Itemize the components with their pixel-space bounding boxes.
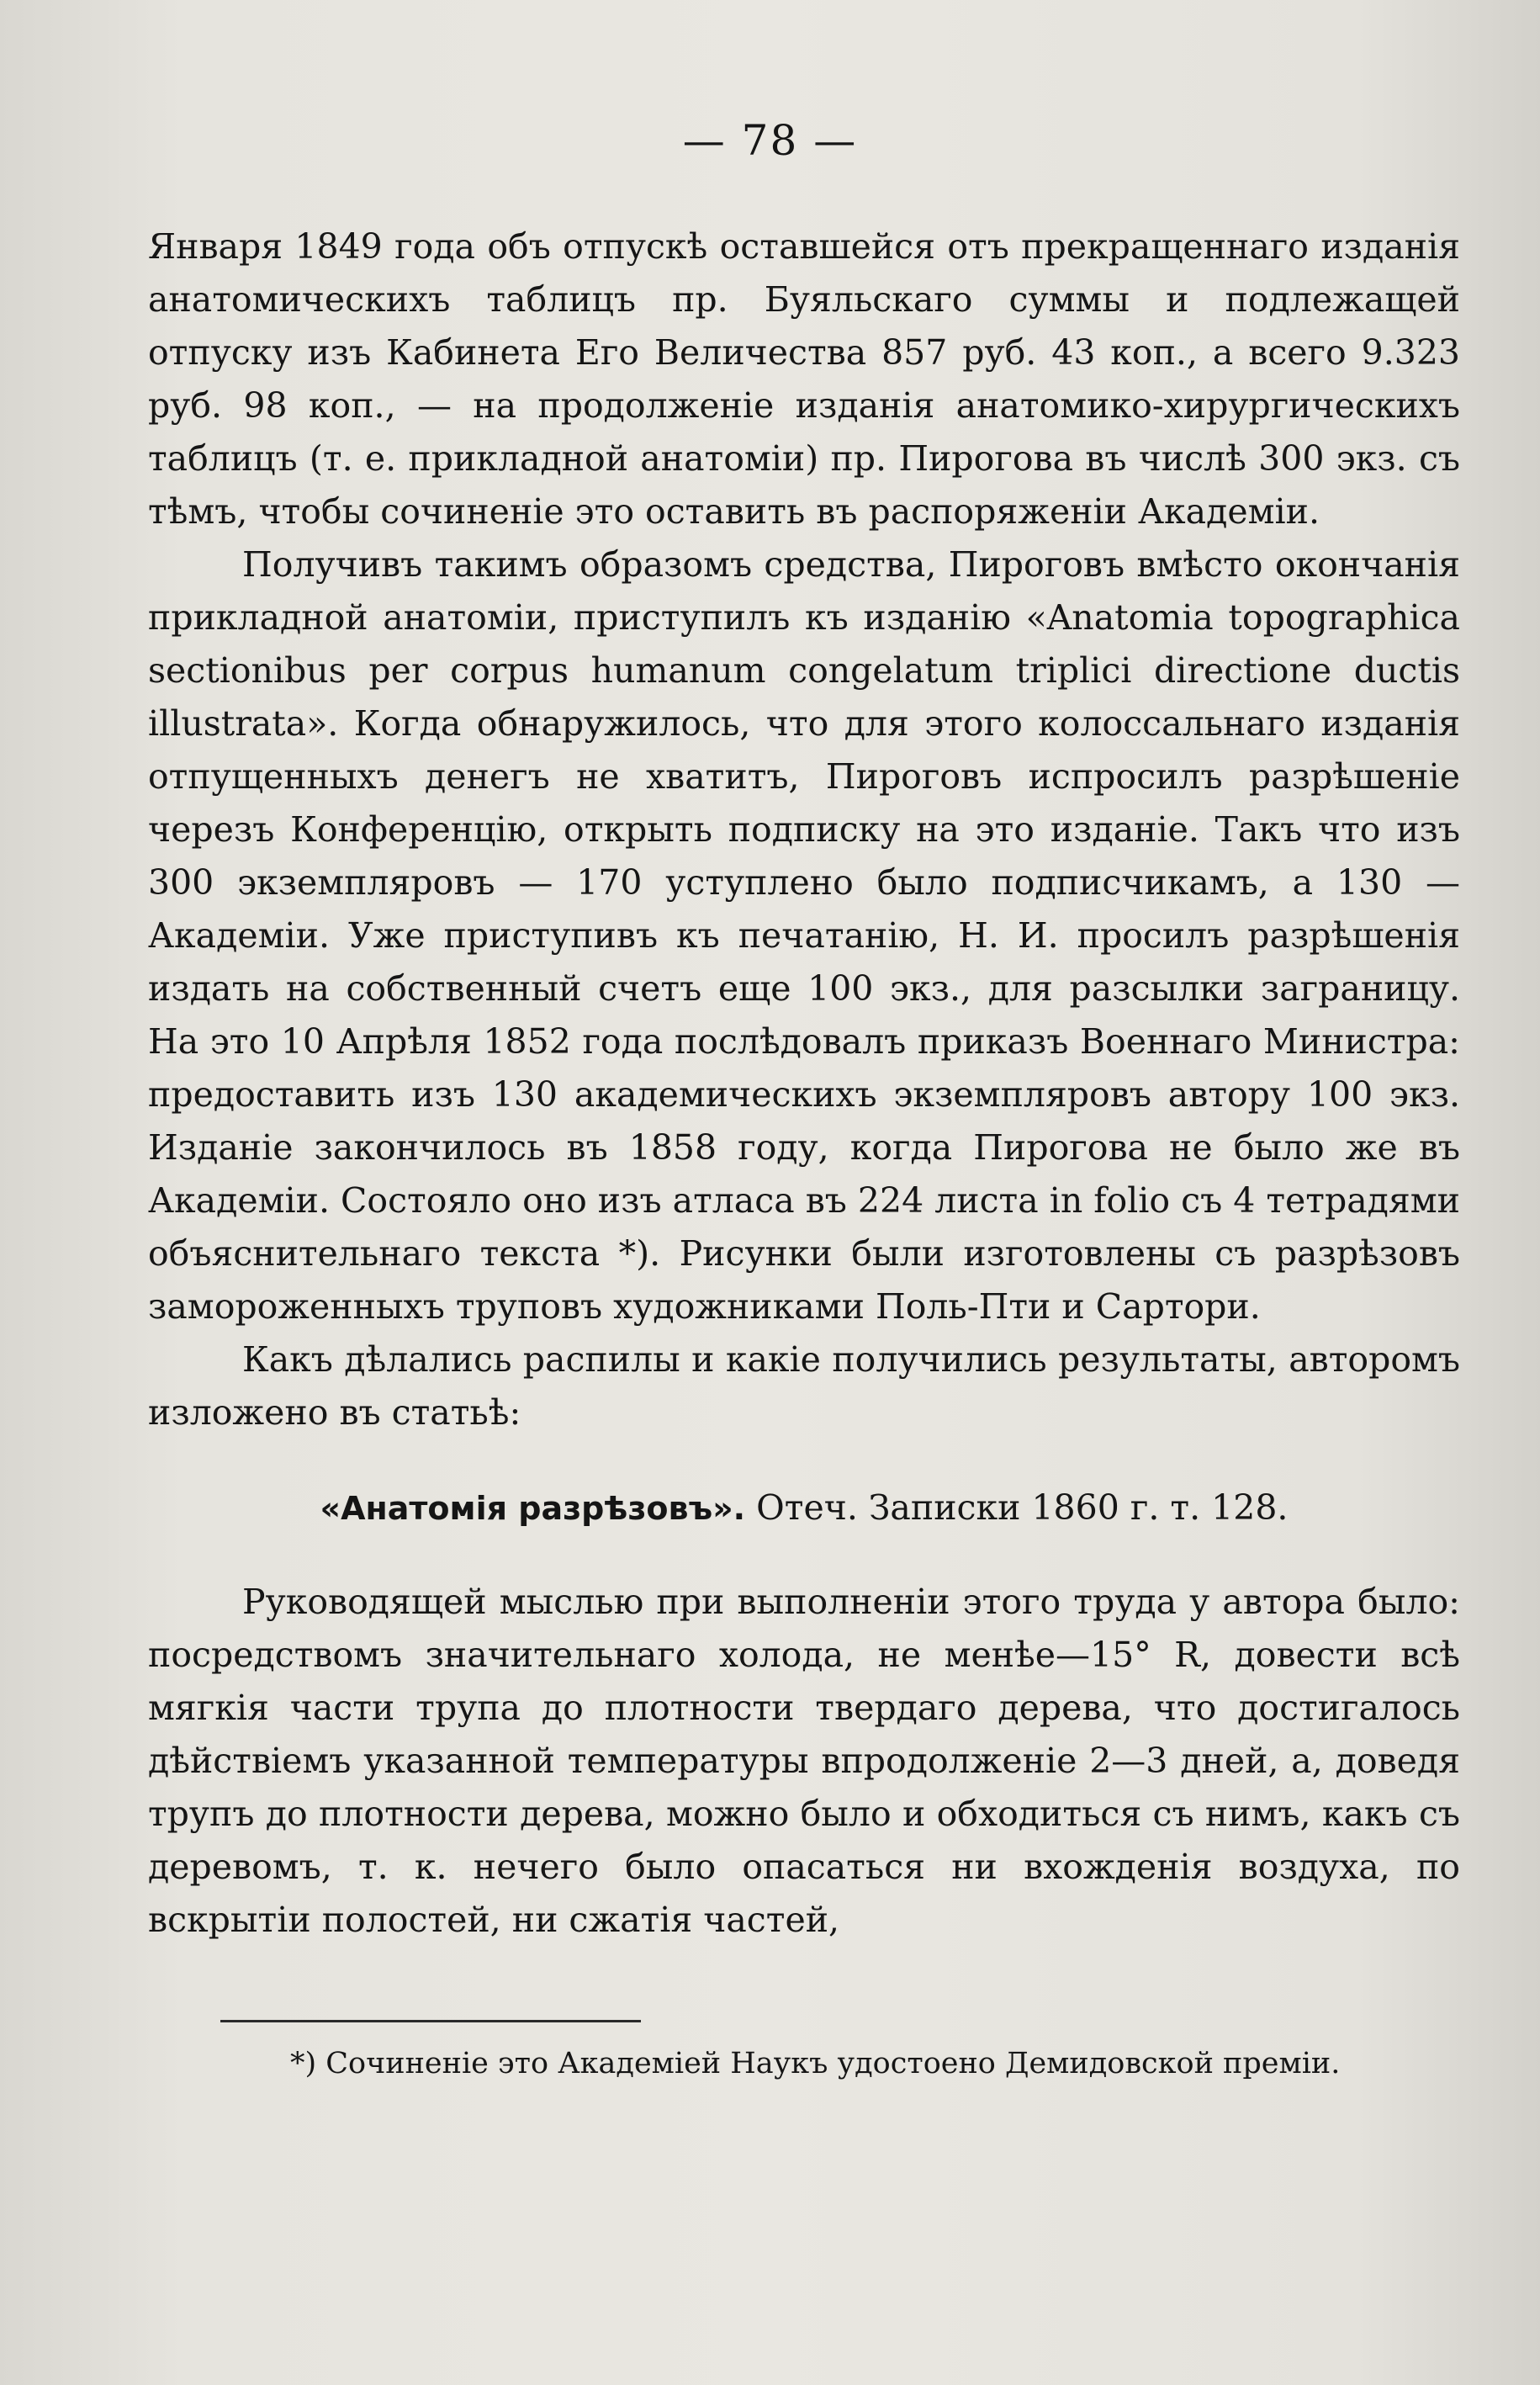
article-title: «Анатомія разрѣзовъ». (320, 1490, 746, 1527)
footnote-divider (220, 2020, 641, 2022)
paragraph-4: Руководящей мыслью при выполненіи этого труда у автора было: посредствомъ значительнаго холода, не менѣе—15° R, довести всѣ мягкія части трупа до плотности твердаго дерева, что достигалось дѣйствіемъ указанной температуры впродолженіе 2—3 дней, а, доведя трупъ до плотности дерева, можно было и обходиться съ нимъ, какъ съ деревомъ, т. к. нечего было опасаться ни вхожденія воздуха, по вскрытіи полостей, ни сжатія частей, (148, 1582, 1460, 1940)
article-source: Отеч. Записки 1860 г. т. 128. (756, 1487, 1289, 1528)
paragraph-1: Января 1849 года объ отпускѣ оставшейся отъ прекращеннаго изданія анатомическихъ таблицъ пр. Буяльскаго суммы и подлежащей отпуску изъ Кабинета Его Величества 857 руб. 43 коп., а всего 9.323 руб. 98 коп., — на продолженіе изданія анатомико-хирургическихъ таблицъ (т. е. прикладной анатоміи) пр. Пирогова въ числѣ 300 экз. съ тѣмъ, чтобы сочиненіе это оставить въ распоряженіи Академіи. (148, 226, 1460, 532)
paragraph-3: Какъ дѣлались распилы и какіе получились результаты, авторомъ изложено въ статьѣ: (148, 1339, 1460, 1433)
page-number: — 78 — (682, 116, 858, 165)
paragraph-2: Получивъ такимъ образомъ средства, Пироговъ вмѣсто окончанія прикладной анатоміи, приступилъ къ изданію «Anatomia topographica sectionibus per corpus humanum congelatum triplici directione ductis illustrata». Когда обнаружилось, что для этого колоссальнаго изданія отпущенныхъ денегъ не хватитъ, Пироговъ испросилъ разрѣшеніе черезъ Конференцію, открыть подписку на это изданіе. Такъ что изъ 300 экземпляровъ — 170 уступлено было подписчикамъ, а 130 — Академіи. Уже приступивъ къ печатанію, Н. И. просилъ разрѣшенія издать на собственный счетъ еще 100 экз., для разсылки заграницу. На это 10 Апрѣля 1852 года послѣдовалъ приказъ Военнаго Министра: предоставить изъ 130 академическихъ экземпляровъ автору 100 экз. Изданіе закончилось въ 1858 году, когда Пирогова не было же въ Академіи. Состояло оно изъ атласа въ 224 листа in folio съ 4 тетрадями объяснительнаго текста *). Рисунки были изготовлены съ разрѣзовъ замороженныхъ труповъ художниками Поль-Пти и Сартори. (148, 544, 1460, 1327)
page-body (148, 220, 1460, 1947)
footnote: *) Сочиненіе это Академіей Наукъ удостоено Демидовской преміи. (290, 2047, 1341, 2080)
article-reference (148, 1481, 1460, 1535)
